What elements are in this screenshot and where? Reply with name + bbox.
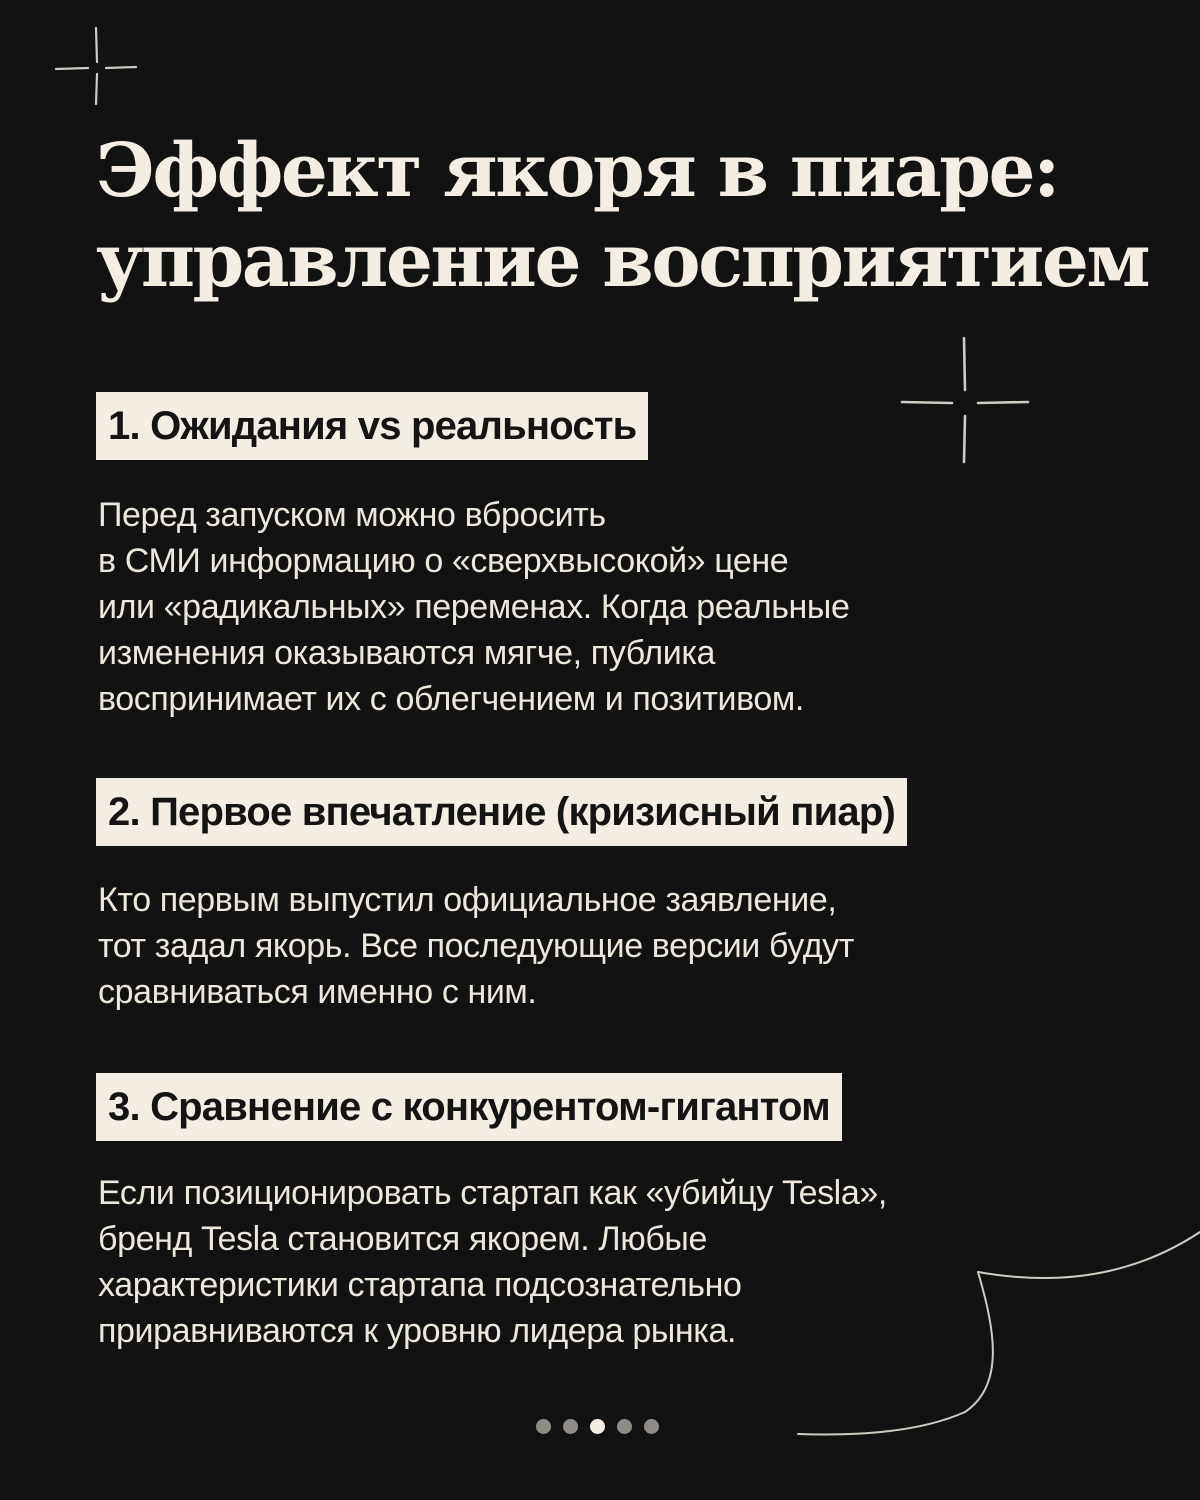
pagination-dot[interactable] — [644, 1419, 659, 1434]
title-line-1: Эффект якоря в пиаре: — [96, 128, 1058, 214]
section-heading-1: 1. Ожидания vs реальность — [96, 392, 648, 460]
page-title — [96, 126, 1156, 306]
section-heading-2: 2. Первое впечатление (кризисный пиар) — [96, 778, 907, 846]
section-body-1 — [98, 492, 1108, 722]
section-heading-3: 3. Сравнение с конкурентом-гигантом — [96, 1073, 842, 1141]
pagination-dot[interactable] — [617, 1419, 632, 1434]
body-line: или «радикальных» переменах. Когда реальные — [98, 588, 850, 626]
pagination-dot[interactable] — [563, 1419, 578, 1434]
body-line: воспринимает их с облегчением и позитивом. — [98, 680, 804, 718]
body-line: сравниваться именно с ним. — [98, 973, 537, 1011]
pagination-dot-active[interactable] — [590, 1419, 605, 1434]
pagination-dots — [536, 1419, 659, 1434]
body-line: бренд Tesla становится якорем. Любые — [98, 1220, 707, 1258]
body-line: в СМИ информацию о «сверхвысокой» цене — [98, 542, 789, 580]
body-line: тот задал якорь. Все последующие версии будут — [98, 927, 854, 965]
title-line-2: управление восприятием — [96, 218, 1149, 304]
body-line: Кто первым выпустил официальное заявление, — [98, 881, 837, 919]
body-line: приравниваются к уровню лидера рынка. — [98, 1312, 737, 1350]
pagination-dot[interactable] — [536, 1419, 551, 1434]
sparkle-icon — [56, 28, 136, 104]
section-body-3 — [98, 1170, 1108, 1354]
sparkle-icon — [902, 338, 1028, 462]
body-line: Перед запуском можно вбросить — [98, 496, 606, 534]
section-body-2 — [98, 877, 1108, 1015]
body-line: Если позиционировать стартап как «убийцу Tesla», — [98, 1174, 887, 1212]
body-line: характеристики стартапа подсознательно — [98, 1266, 742, 1304]
body-line: изменения оказываются мягче, публика — [98, 634, 716, 672]
